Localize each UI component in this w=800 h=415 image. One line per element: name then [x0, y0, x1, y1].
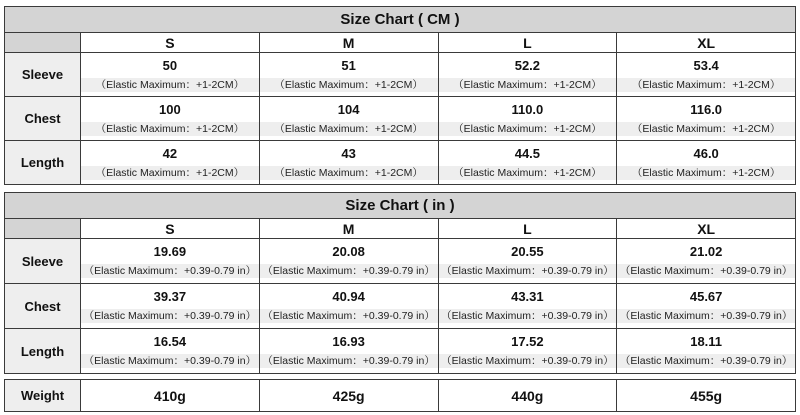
- cell-value: 21.02: [689, 244, 723, 259]
- cell-value: 116.0: [690, 101, 723, 117]
- row-label-length: Length: [5, 141, 81, 185]
- cell-value: 53.4: [693, 57, 719, 73]
- row-label-weight: Weight: [5, 380, 81, 412]
- cell: [617, 53, 796, 97]
- cell-value: 44.5: [514, 145, 541, 161]
- row-label-chest: Chest: [5, 97, 81, 141]
- cell-value: 20.08: [332, 244, 365, 259]
- cell-value: 18.11: [690, 334, 723, 349]
- cell-value: 46.0: [693, 145, 719, 161]
- cell: [81, 97, 260, 141]
- elastic-note: （Elastic Maximum：+1-2CM）: [81, 122, 259, 136]
- cell-value: 43.31: [511, 289, 544, 304]
- cell: [438, 141, 617, 185]
- elastic-note: （Elastic Maximum：+0.39-0.79 in）: [617, 354, 795, 368]
- elastic-note: （Elastic Maximum：+1-2CM）: [81, 78, 259, 92]
- size-chart-in-table: [4, 192, 796, 374]
- weight-value-s: 410g: [81, 380, 260, 412]
- corner-cell: [5, 219, 81, 239]
- elastic-note: （Elastic Maximum：+1-2CM）: [617, 122, 795, 136]
- elastic-note: （Elastic Maximum：+0.39-0.79 in）: [439, 264, 617, 278]
- cell-value: 16.93: [332, 334, 365, 349]
- cell: [259, 284, 438, 329]
- elastic-note: （Elastic Maximum：+1-2CM）: [260, 122, 438, 136]
- table-row: [5, 380, 796, 412]
- cell: [259, 97, 438, 141]
- size-header-l: L: [438, 219, 617, 239]
- elastic-note: （Elastic Maximum：+1-2CM）: [617, 78, 795, 92]
- row-label-sleeve: Sleeve: [5, 53, 81, 97]
- elastic-note: （Elastic Maximum：+0.39-0.79 in）: [617, 264, 795, 278]
- cell-value: 16.54: [153, 334, 187, 349]
- elastic-note: （Elastic Maximum：+0.39-0.79 in）: [260, 354, 438, 368]
- cell: [259, 329, 438, 374]
- size-header-l: L: [438, 33, 617, 53]
- cell: [81, 53, 260, 97]
- table-row: [5, 284, 796, 329]
- size-header-s: S: [81, 219, 260, 239]
- cell: [81, 329, 260, 374]
- size-chart-in-title: Size Chart ( in ): [5, 193, 796, 219]
- row-label-length: Length: [5, 329, 81, 374]
- row-label-sleeve: Sleeve: [5, 239, 81, 284]
- weight-value-l: 440g: [438, 380, 617, 412]
- cell: [438, 329, 617, 374]
- size-header-xl: XL: [617, 33, 796, 53]
- cell: [617, 329, 796, 374]
- row-label-chest: Chest: [5, 284, 81, 329]
- elastic-note: （Elastic Maximum：+1-2CM）: [260, 78, 438, 92]
- cell: [81, 141, 260, 185]
- cell: [617, 97, 796, 141]
- elastic-note: （Elastic Maximum：+0.39-0.79 in）: [617, 309, 795, 323]
- elastic-note: （Elastic Maximum：+0.39-0.79 in）: [439, 309, 617, 323]
- cell-value: 40.94: [332, 289, 365, 304]
- elastic-note: （Elastic Maximum：+0.39-0.79 in）: [81, 354, 259, 368]
- cell-value: 52.2: [514, 57, 541, 73]
- elastic-note: （Elastic Maximum：+0.39-0.79 in）: [81, 264, 259, 278]
- table-row: [5, 53, 796, 97]
- size-chart-cm-table: [4, 6, 796, 185]
- cell: [617, 239, 796, 284]
- elastic-note: （Elastic Maximum：+1-2CM）: [439, 122, 617, 136]
- cell-value: 39.37: [153, 289, 187, 304]
- cell-value: 19.69: [153, 244, 187, 259]
- elastic-note: （Elastic Maximum：+0.39-0.79 in）: [439, 354, 617, 368]
- elastic-note: （Elastic Maximum：+1-2CM）: [81, 166, 259, 180]
- elastic-note: （Elastic Maximum：+1-2CM）: [439, 78, 617, 92]
- elastic-note: （Elastic Maximum：+0.39-0.79 in）: [260, 309, 438, 323]
- size-header-s: S: [81, 33, 260, 53]
- size-header-xl: XL: [617, 219, 796, 239]
- weight-value-xl: 455g: [617, 380, 796, 412]
- cell: [259, 239, 438, 284]
- cell-value: 104: [337, 101, 360, 117]
- weight-table: [4, 379, 796, 412]
- table-row: [5, 239, 796, 284]
- size-chart-cm-title: Size Chart ( CM ): [5, 7, 796, 33]
- cell: [438, 53, 617, 97]
- elastic-note: （Elastic Maximum：+1-2CM）: [439, 166, 617, 180]
- cell-value: 100: [159, 101, 181, 117]
- elastic-note: （Elastic Maximum：+0.39-0.79 in）: [260, 264, 438, 278]
- table-row: [5, 97, 796, 141]
- cell: [438, 97, 617, 141]
- cell: [438, 284, 617, 329]
- size-header-m: M: [259, 33, 438, 53]
- cell-value: 20.55: [511, 244, 544, 259]
- elastic-note: （Elastic Maximum：+1-2CM）: [260, 166, 438, 180]
- size-header-m: M: [259, 219, 438, 239]
- weight-value-m: 425g: [259, 380, 438, 412]
- cell: [259, 141, 438, 185]
- cell-value: 110.0: [511, 101, 544, 117]
- elastic-note: （Elastic Maximum：+1-2CM）: [617, 166, 795, 180]
- cell: [259, 53, 438, 97]
- cell-value: 42: [162, 145, 178, 161]
- cell: [617, 141, 796, 185]
- table-row: [5, 329, 796, 374]
- cell: [438, 239, 617, 284]
- elastic-note: （Elastic Maximum：+0.39-0.79 in）: [81, 309, 259, 323]
- cell-value: 17.52: [511, 334, 544, 349]
- cell: [81, 239, 260, 284]
- table-row: [5, 141, 796, 185]
- cell-value: 51: [341, 57, 356, 73]
- cell: [617, 284, 796, 329]
- cell-value: 43: [341, 145, 356, 161]
- corner-cell: [5, 33, 81, 53]
- cell-value: 45.67: [689, 289, 723, 304]
- cell-value: 50: [162, 57, 178, 73]
- cell: [81, 284, 260, 329]
